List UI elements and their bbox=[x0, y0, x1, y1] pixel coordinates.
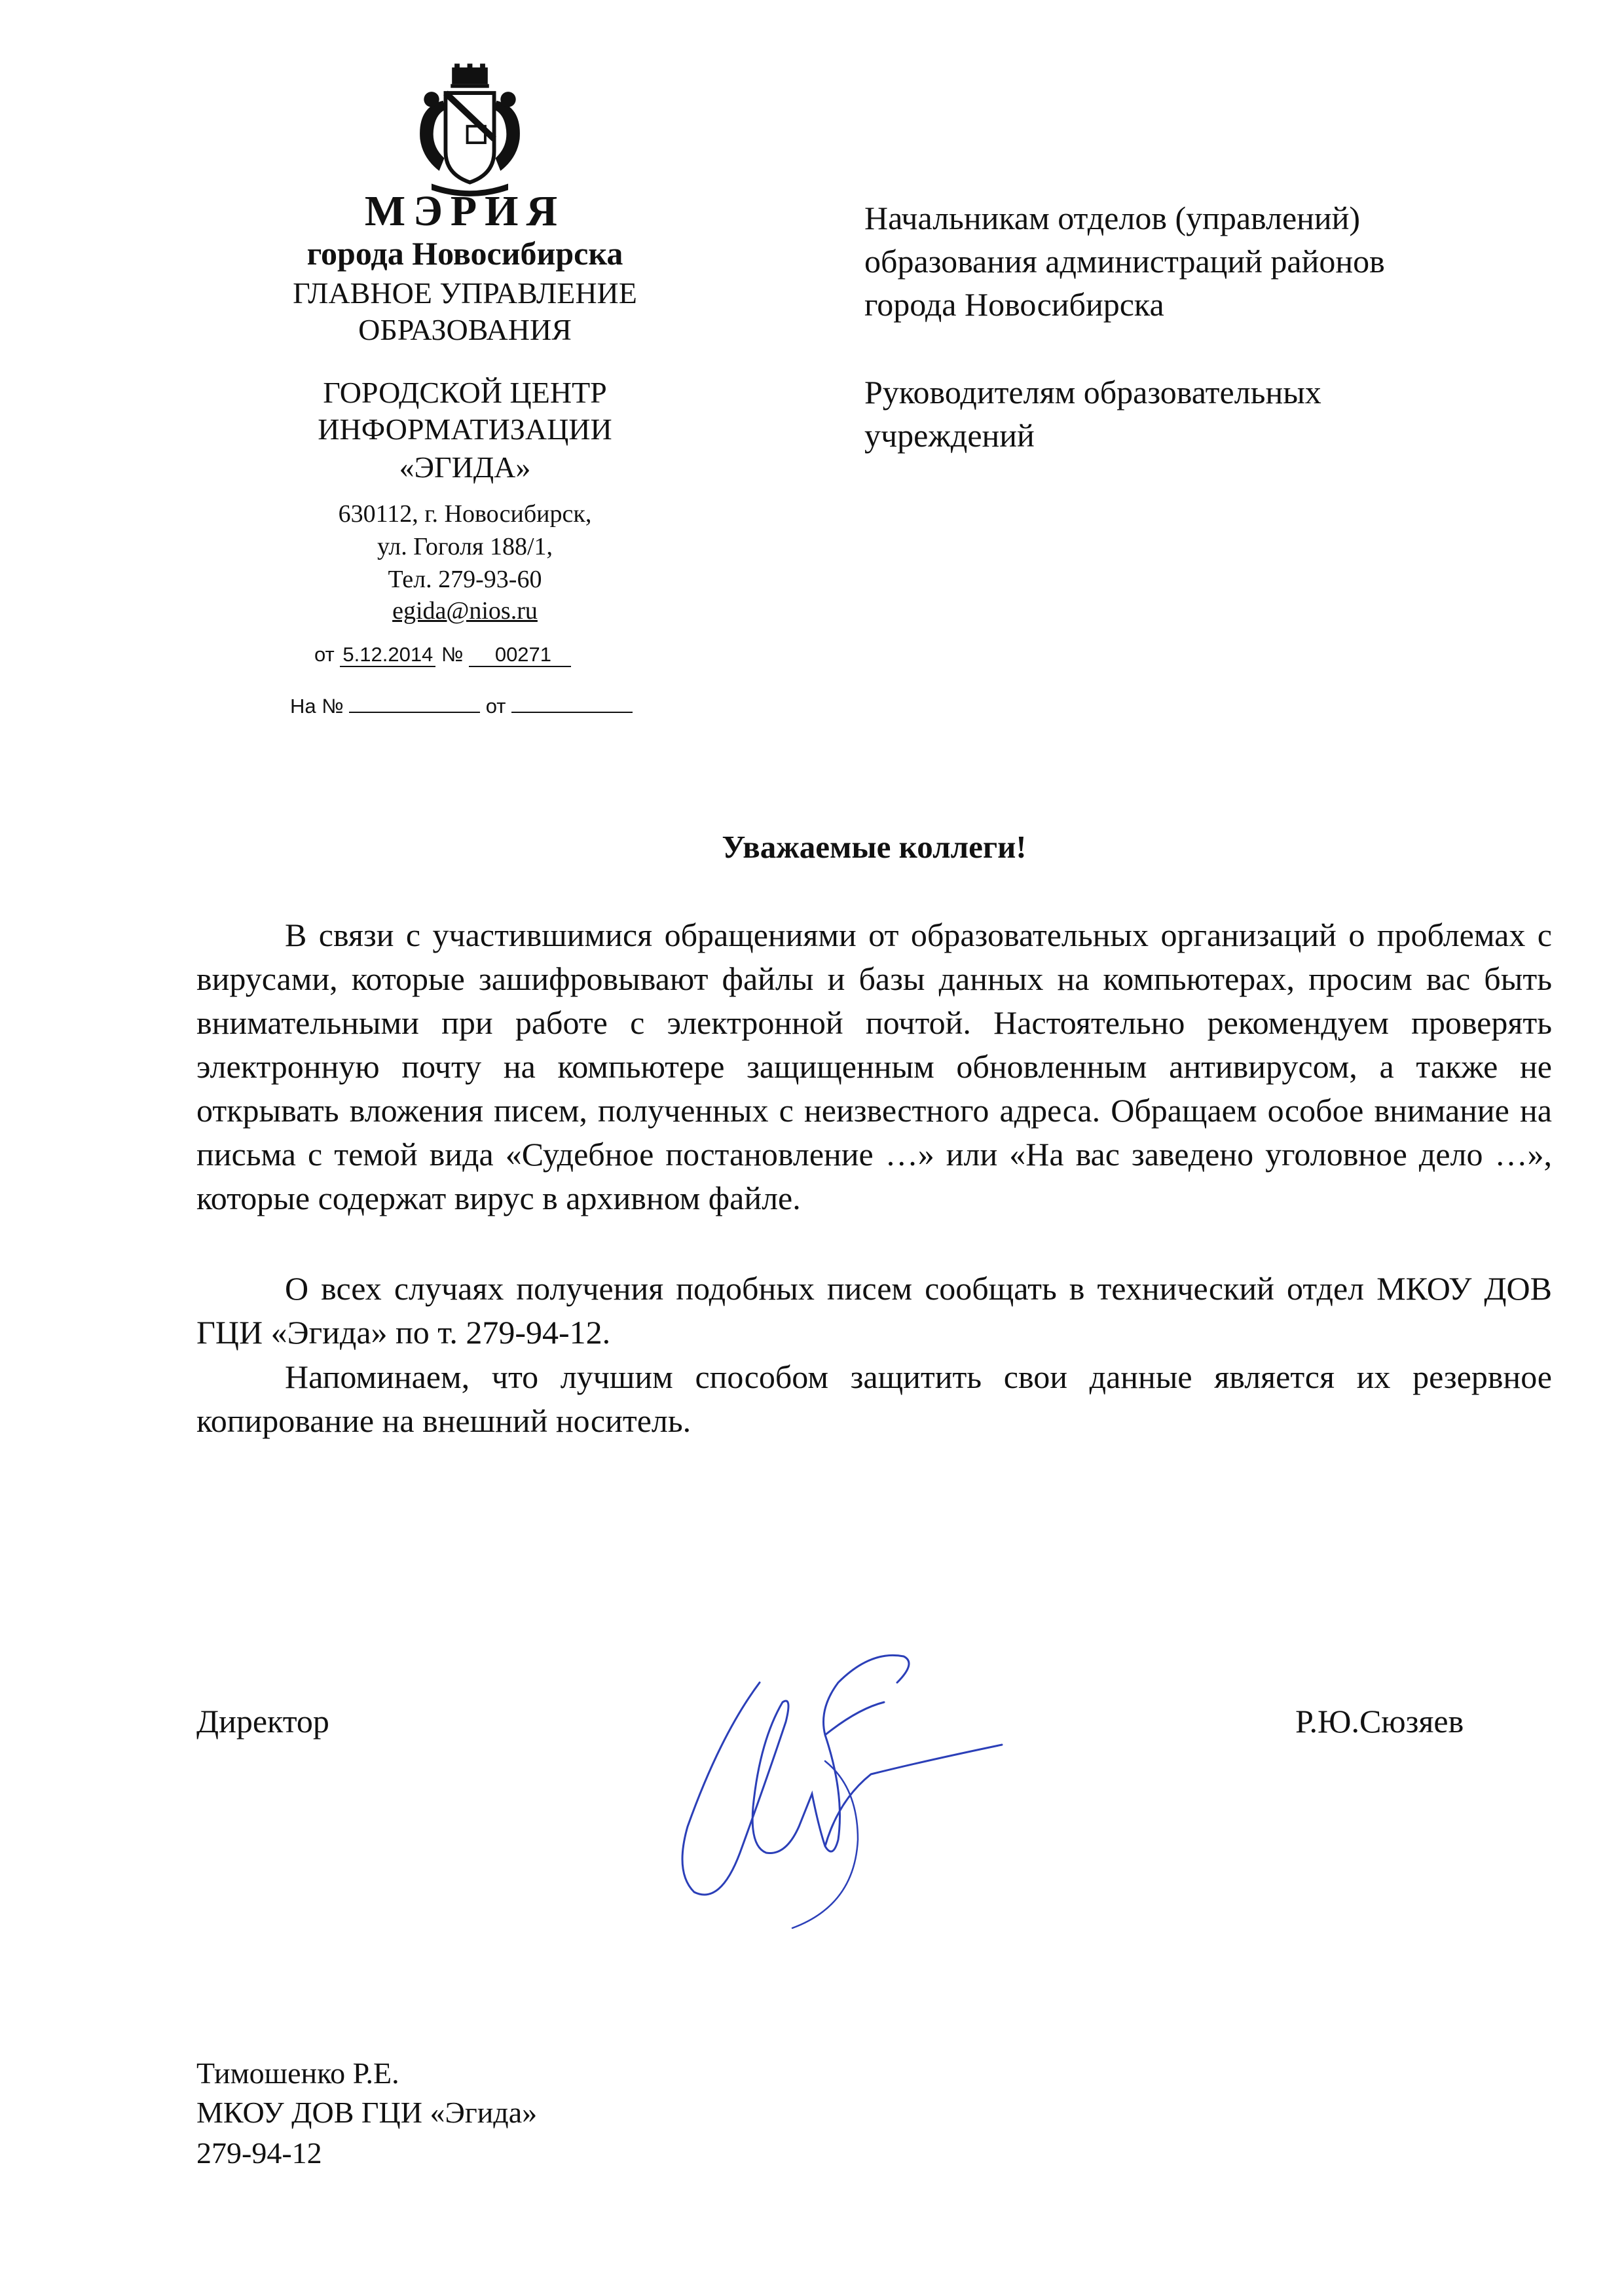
issuer-department-line: ОБРАЗОВАНИЯ bbox=[358, 313, 572, 346]
reply-number-blank bbox=[349, 692, 480, 713]
issuer-address-line: 630112, г. Новосибирск, bbox=[338, 500, 592, 528]
signatory-position: Директор bbox=[196, 1703, 329, 1740]
registration-number: 00271 bbox=[469, 644, 571, 667]
handwritten-signature bbox=[661, 1630, 1028, 1938]
reply-number-label: На № bbox=[290, 695, 344, 718]
registration-line bbox=[314, 643, 571, 667]
reply-from-label: от bbox=[485, 695, 506, 718]
body-paragraph: О всех случаях получения подобных писем сообщать в технический отдел МКОУ ДОВ ГЦИ «Эгида» по т. 279-94-12. bbox=[196, 1270, 1552, 1351]
addressee-group bbox=[864, 196, 1519, 326]
addressee-line: Руководителям образовательных bbox=[864, 374, 1321, 410]
executor-organization: МКОУ ДОВ ГЦИ «Эгида» bbox=[196, 2096, 538, 2129]
issuer-address-line: ул. Гоголя 188/1, bbox=[377, 533, 553, 560]
issuer-center-line: ИНФОРМАТИЗАЦИИ bbox=[318, 412, 612, 446]
addressee-line: города Новосибирска bbox=[864, 286, 1164, 323]
addressee-line: образования администраций районов bbox=[864, 243, 1385, 280]
body-paragraph: Напоминаем, что лучшим способом защитить свои данные является их резервное копирование на внешний носитель. bbox=[196, 1358, 1552, 1439]
coat-of-arms-emblem bbox=[406, 62, 534, 203]
reply-reference-line bbox=[290, 692, 633, 718]
addressee-group bbox=[864, 371, 1519, 457]
signatory-name: Р.Ю.Сюзяев bbox=[1295, 1703, 1464, 1740]
body-paragraph: В связи с участившимися обращениями от образовательных организаций о проблемах с вирусами, которые зашифровывают файлы и базы данных на компьютерах, просим вас быть внимательными при работе с электронной почтой. Настоятельно рекомендуем проверять электронную почту на компьютере защищенным обновленным антивирусом, а также не открывать вложения писем, полученных с неизвестного адреса. Обращаем особое внимание на письма с темой вида «Судебное постановление …» или «На вас заведено уголовное дело …», которые содержат вирус в архивном файле. bbox=[196, 917, 1552, 1216]
issuer-department-line: ГЛАВНОЕ УПРАВЛЕНИЕ bbox=[293, 276, 637, 310]
letter-greeting: Уважаемые коллеги! bbox=[722, 829, 1027, 865]
number-label: № bbox=[441, 643, 464, 666]
issuer-center-line: ГОРОДСКОЙ ЦЕНТР bbox=[323, 376, 607, 409]
executor-phone: 279-94-12 bbox=[196, 2136, 322, 2170]
executor-name: Тимошенко Р.Е. bbox=[196, 2056, 399, 2090]
issuer-email-link[interactable]: egida@nios.ru bbox=[392, 597, 538, 625]
registration-date: 5.12.2014 bbox=[340, 644, 435, 667]
issuer-organization-title: МЭРИЯ bbox=[364, 187, 566, 235]
from-label: от bbox=[314, 643, 335, 666]
addressee-line: Начальникам отделов (управлений) bbox=[864, 200, 1361, 236]
issuer-phone: Тел. 279-93-60 bbox=[388, 566, 542, 593]
signature-stroke bbox=[682, 1655, 1002, 1895]
reply-date-blank bbox=[511, 692, 633, 713]
issuer-city: города Новосибирска bbox=[306, 235, 623, 272]
addressee-line: учреждений bbox=[864, 417, 1035, 454]
issuer-center-line: «ЭГИДА» bbox=[399, 450, 531, 484]
